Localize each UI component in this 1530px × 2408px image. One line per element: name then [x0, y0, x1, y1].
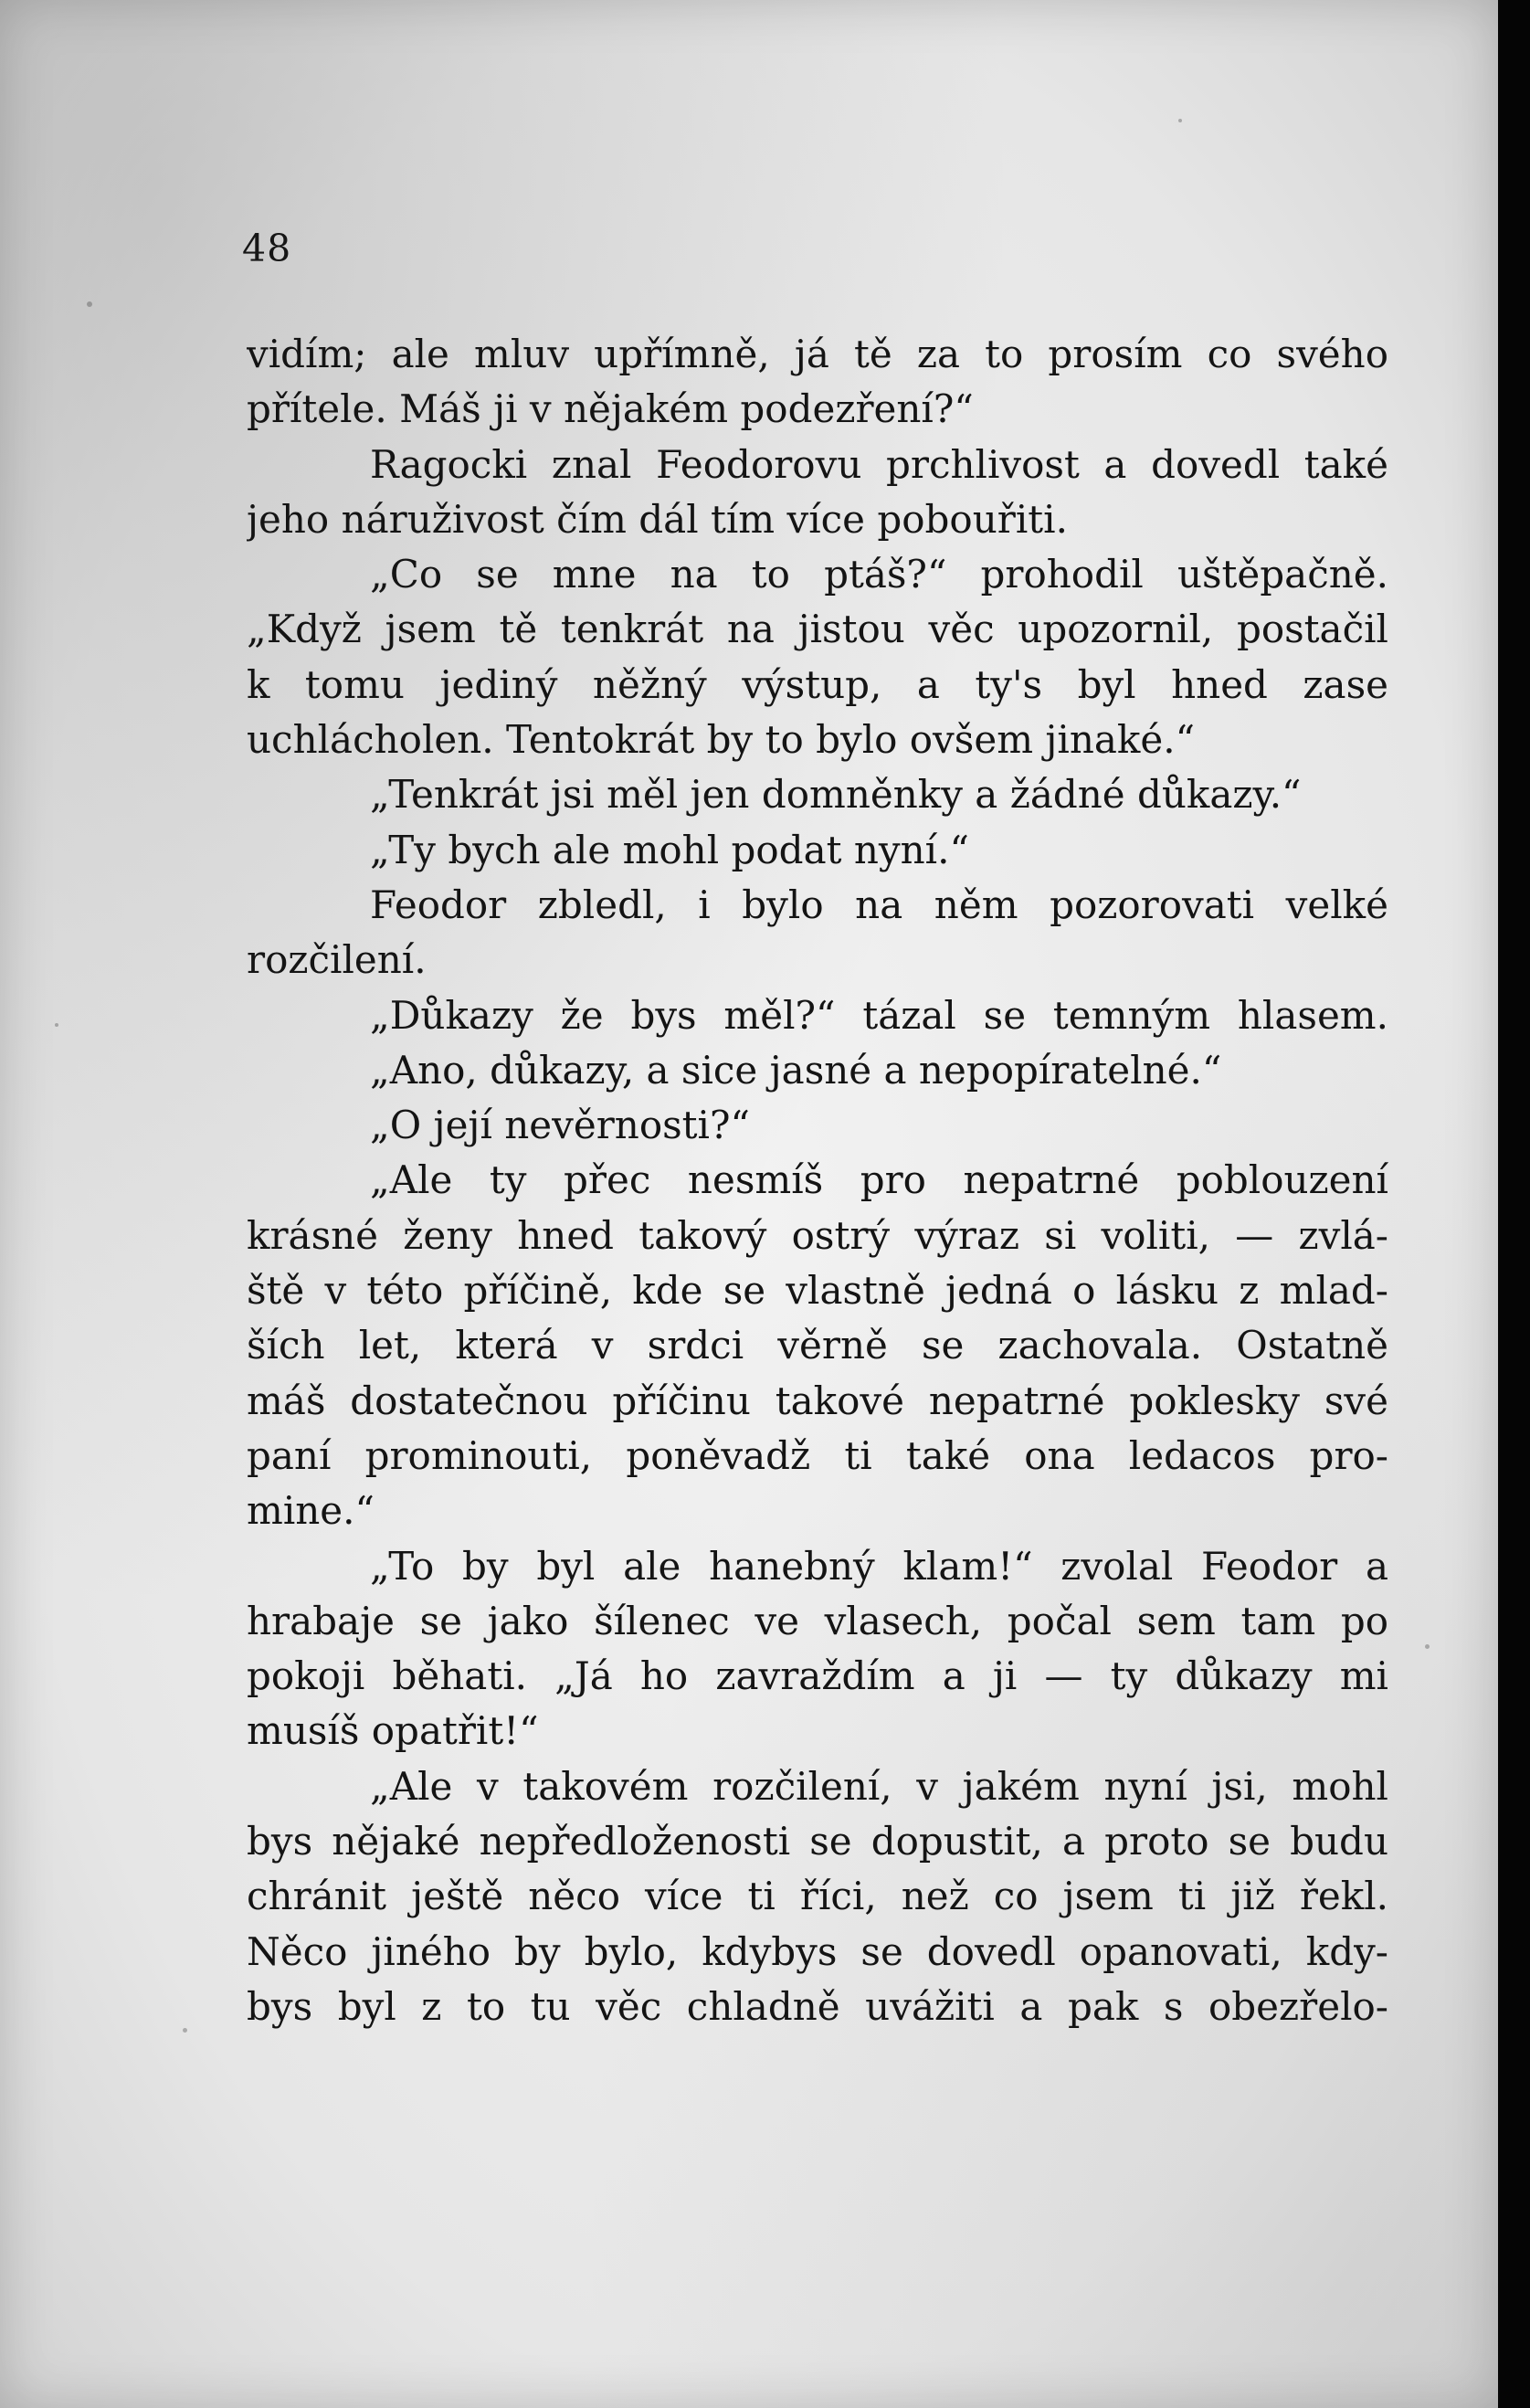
text-line: máš dostatečnou příčinu takové nepatrné poklesky své [247, 1378, 1388, 1423]
text-line: chránit ještě něco více ti říci, než co jsem ti již řekl. [247, 1874, 1388, 1919]
text-line: „Co se mne na to ptáš?“ prohodil uštěpačně. [370, 552, 1388, 597]
text-line: hrabaje se jako šílenec ve vlasech, počal sem tam po [247, 1598, 1388, 1643]
text-line: přítele. Máš ji v nějakém podezření?“ [247, 386, 974, 432]
text-line: Něco jiného by bylo, kdybys se dovedl opanovati, kdy- [247, 1928, 1388, 1974]
text-line: mine.“ [247, 1488, 375, 1534]
text-line: „Ty bych ale mohl podat nyní.“ [370, 827, 969, 872]
text-line: krásné ženy hned takový ostrý výraz si voliti, — zvlá- [247, 1212, 1388, 1258]
text-line: bys nějaké nepředloženosti se dopustit, a proto se budu [247, 1819, 1388, 1864]
text-line: jeho náruživost čím dál tím více pobouřiti. [247, 496, 1068, 542]
text-line: paní prominouti, poněvadž ti také ona ledacos pro- [247, 1432, 1388, 1478]
paper-speck [1425, 1644, 1430, 1649]
page-number: 48 [242, 227, 292, 270]
text-line: „O její nevěrnosti?“ [370, 1103, 750, 1148]
text-line: „Ale ty přec nesmíš pro nepatrné poblouzení [370, 1157, 1388, 1203]
text-line: ště v této příčině, kde se vlastně jedná o lásku z mlad- [247, 1268, 1388, 1314]
text-line: pokoji běhati. „Já ho zavraždím a ji — ty důkazy mi [247, 1653, 1388, 1699]
text-line: rozčilení. [247, 937, 427, 983]
text-line: „Ale v takovém rozčilení, v jakém nyní jsi, mohl [370, 1763, 1388, 1809]
paper-speck [55, 1023, 58, 1027]
text-line: bys byl z to tu věc chladně uvážiti a pak s obezřelo- [247, 1983, 1388, 2029]
scan-dark-edge [1498, 0, 1530, 2408]
text-line: vidím; ale mluv upřímně, já tě za to prosím co svého [247, 332, 1388, 376]
text-line: „To by byl ale hanebný klam!“ zvolal Feodor a [370, 1543, 1388, 1589]
text-line: „Tenkrát jsi měl jen domněnky a žádné důkazy.“ [370, 772, 1302, 818]
paper-speck [87, 301, 92, 307]
text-line: ších let, která v srdci věrně se zachovala. Ostatně [247, 1323, 1388, 1368]
paper-speck [1178, 119, 1182, 122]
text-line: k tomu jediný něžný výstup, a ty's byl hned zase [247, 661, 1388, 707]
text-line: „Důkazy že bys měl?“ tázal se temným hlasem. [370, 992, 1388, 1038]
paper-speck [183, 2028, 187, 2033]
text-line: Ragocki znal Feodorovu prchlivost a dovedl také [370, 441, 1388, 487]
text-line: musíš opatřit!“ [247, 1708, 539, 1754]
text-line: „Když jsem tě tenkrát na jistou věc upozornil, postačil [247, 607, 1388, 652]
text-line: „Ano, důkazy, a sice jasné a nepopíratelné.“ [370, 1047, 1222, 1093]
text-line: uchlácholen. Tentokrát by to bylo ovšem jinaké.“ [247, 717, 1196, 763]
text-line: Feodor zbledl, i bylo na něm pozorovati velké [370, 882, 1388, 927]
body-text [247, 327, 1388, 2034]
